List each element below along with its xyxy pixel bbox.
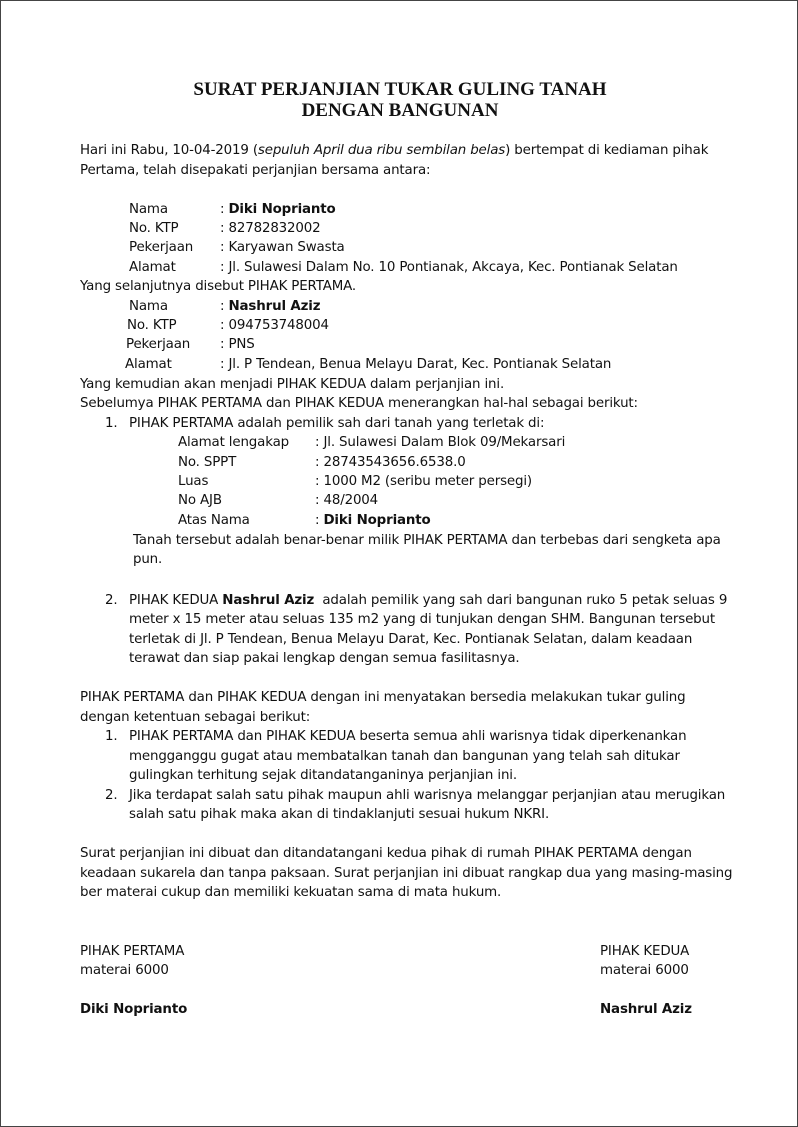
party1-nama-value: : Diki Noprianto [220, 202, 336, 217]
intro-text-cont: ) bertempat di kediaman pihak [505, 143, 709, 158]
intro-date-words: sepuluh April dua ribu sembilan belas [257, 143, 506, 158]
party2-closing: Yang kemudian akan menjadi PIHAK KEDUA dalam perjanjian ini. [80, 377, 505, 392]
item1-owner-name: Diki Noprianto [323, 513, 431, 528]
agreement-line-2: dengan ketentuan sebagai berikut: [80, 710, 311, 725]
party1-nama-label: Nama [129, 202, 168, 217]
item2-line-4: terawat dan siap pakai lengkap dengan semua fasilitasnya. [129, 651, 520, 666]
clause2-line-1: Jika terdapat salah satu pihak maupun ahli warisnya melanggar perjanjian atau merugikan [129, 788, 726, 803]
party1-pekerjaan-value: : Karyawan Swasta [220, 240, 345, 255]
signature-left-materai: materai 6000 [80, 963, 169, 978]
item1-atasnama-value: : Diki Noprianto [315, 513, 431, 528]
item1-text: PIHAK PERTAMA adalah pemilik sah dari tanah yang terletak di: [129, 416, 545, 431]
party1-name: Diki Noprianto [228, 202, 336, 217]
item1-number: 1. [105, 416, 118, 431]
intro-line-2: Pertama, telah disepakati perjanjian bersama antara: [80, 163, 431, 178]
clause1-line-2: mengganggu gugat atau membatalkan tanah dan bangunan yang telah sah ditukar [129, 749, 680, 764]
item2-number: 2. [105, 593, 118, 608]
document-title-line-1: SURAT PERJANJIAN TUKAR GULING TANAH [193, 79, 607, 100]
closing-line-1: Surat perjanjian ini dibuat dan ditandatangani kedua pihak di rumah PIHAK PERTAMA dengan [80, 846, 692, 861]
item1-note-line-2: pun. [133, 552, 163, 567]
party1-alamat-label: Alamat [129, 260, 176, 275]
party2-alamat-value: : Jl. P Tendean, Benua Melayu Darat, Kec. Pontianak Selatan [220, 357, 612, 372]
item1-ajb-label: No AJB [178, 493, 222, 508]
item1-luas-value: : 1000 M2 (seribu meter persegi) [315, 474, 532, 489]
closing-line-2: keadaan sukarela dan tanpa paksaan. Surat perjanjian ini dibuat rangkap dua yang masing-masing [80, 866, 733, 881]
party2-alamat-label: Alamat [125, 357, 172, 372]
party2-pekerjaan-value: : PNS [220, 337, 255, 352]
clause2-line-2: salah satu pihak maka akan di tindaklanjuti sesuai hukum NKRI. [129, 807, 550, 822]
item2-name: Nashrul Aziz [222, 593, 315, 608]
item2-prefix: PIHAK KEDUA [129, 593, 223, 608]
clause1-line-1: PIHAK PERTAMA dan PIHAK KEDUA beserta semua ahli warisnya tidak diperkenankan [129, 729, 687, 744]
document-title-line-2: DENGAN BANGUNAN [301, 100, 499, 121]
item1-alamat-label: Alamat lengakap [178, 435, 289, 450]
party1-ktp-label: No. KTP [129, 221, 179, 236]
signature-left-name: Diki Noprianto [80, 1002, 188, 1017]
item2-line1-rest: adalah pemilik yang sah dari bangunan ruko 5 petak seluas 9 [314, 593, 728, 608]
item2-line-2: meter x 15 meter atau seluas 135 m2 yang di tunjukan dengan SHM. Bangunan tersebut [129, 612, 715, 627]
party1-closing: Yang selanjutnya disebut PIHAK PERTAMA. [80, 279, 357, 294]
statements-intro: Sebelumya PIHAK PERTAMA dan PIHAK KEDUA menerangkan hal-hal sebagai berikut: [80, 396, 638, 411]
item1-atasnama-label: Atas Nama [178, 513, 250, 528]
item1-alamat-value: : Jl. Sulawesi Dalam Blok 09/Mekarsari [315, 435, 566, 450]
intro-text: Hari ini Rabu, 10-04-2019 ( [80, 143, 258, 158]
item1-sppt-value: : 28743543656.6538.0 [315, 455, 466, 470]
party2-nama-label: Nama [129, 299, 168, 314]
party2-nama-value: : Nashrul Aziz [220, 299, 321, 314]
item1-note-line-1: Tanah tersebut adalah benar-benar milik PIHAK PERTAMA dan terbebas dari sengketa apa [133, 533, 721, 548]
signature-right-name: Nashrul Aziz [600, 1002, 692, 1017]
party2-ktp-value: : 094753748004 [220, 318, 329, 333]
party1-pekerjaan-label: Pekerjaan [129, 240, 194, 255]
clause1-number: 1. [105, 729, 118, 744]
party1-ktp-value: : 82782832002 [220, 221, 321, 236]
party2-ktp-label: No. KTP [127, 318, 177, 333]
item1-ajb-value: : 48/2004 [315, 493, 379, 508]
signature-right-title: PIHAK KEDUA [600, 944, 690, 959]
clause2-number: 2. [105, 788, 118, 803]
item1-sppt-label: No. SPPT [178, 455, 237, 470]
item2-line-3: terletak di Jl. P Tendean, Benua Melayu Darat, Kec. Pontianak Selatan, dalam keadaan [129, 632, 693, 647]
signature-left-title: PIHAK PERTAMA [80, 944, 185, 959]
closing-line-3: ber materai cukup dan memiliki kekuatan sama di mata hukum. [80, 885, 502, 900]
item1-luas-label: Luas [178, 474, 209, 489]
party2-pekerjaan-label: Pekerjaan [126, 337, 191, 352]
signature-right-materai: materai 6000 [600, 963, 689, 978]
intro-line-1 [80, 141, 708, 161]
clause1-line-3: gulingkan terhitung sejak ditandatanganinya perjanjian ini. [129, 768, 517, 783]
agreement-line-1: PIHAK PERTAMA dan PIHAK KEDUA dengan ini menyatakan bersedia melakukan tukar guling [80, 690, 686, 705]
party2-name: Nashrul Aziz [228, 299, 321, 314]
item2-line-1 [129, 591, 727, 611]
party1-alamat-value: : Jl. Sulawesi Dalam No. 10 Pontianak, Akcaya, Kec. Pontianak Selatan [220, 260, 678, 275]
